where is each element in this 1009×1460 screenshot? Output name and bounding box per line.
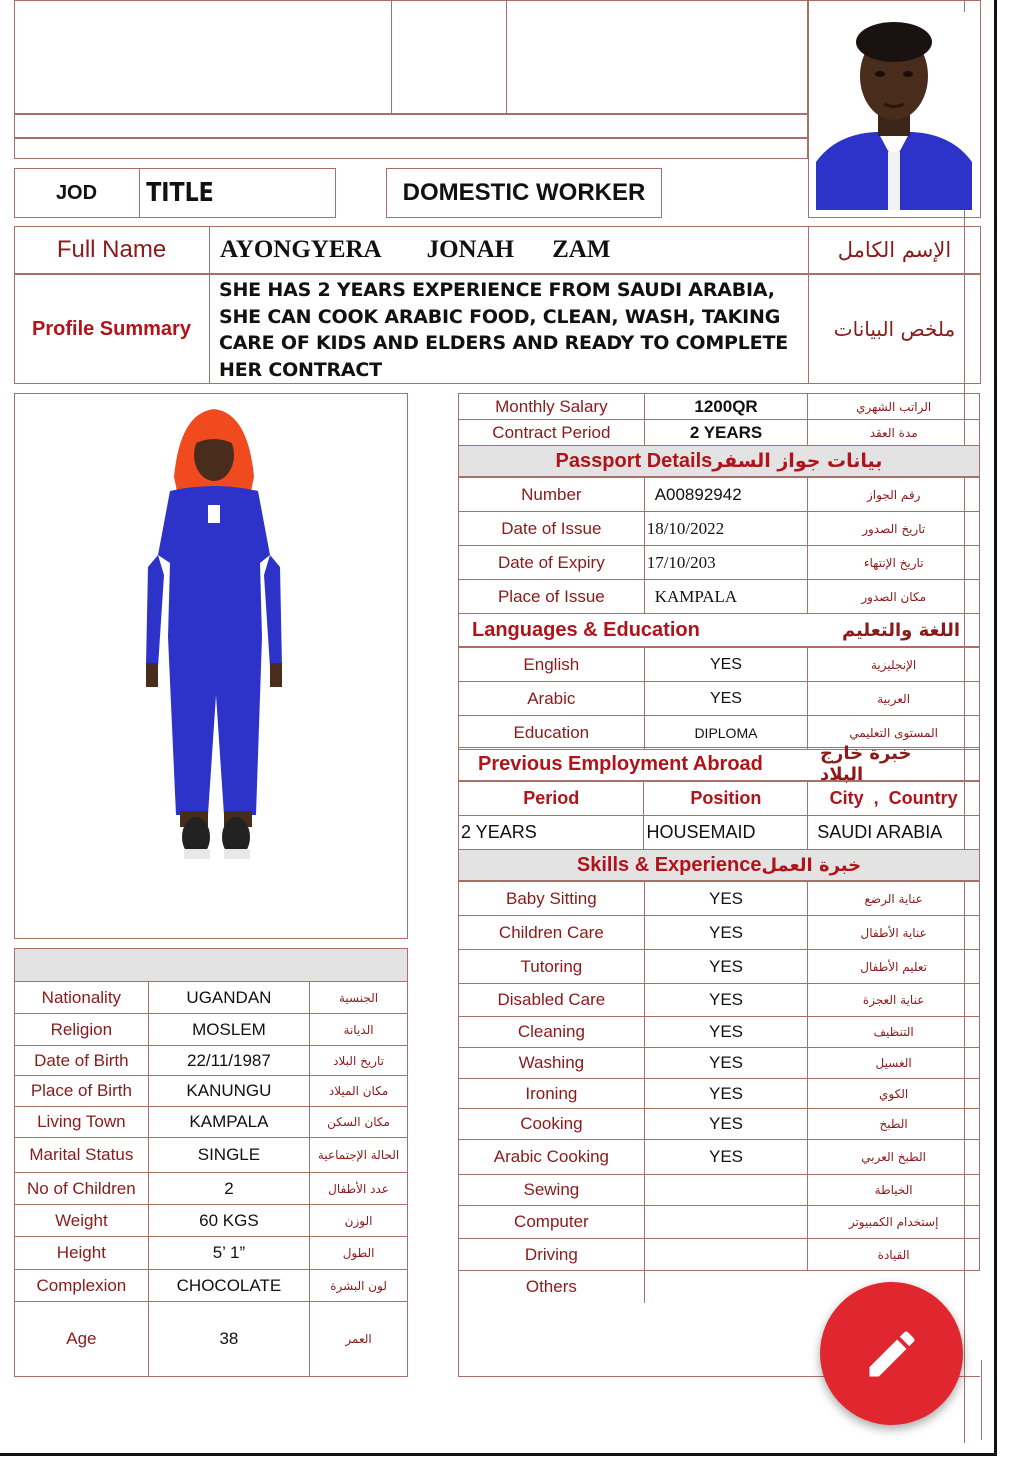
passport-row [459, 478, 980, 512]
skill-label: Arabic Cooking [459, 1140, 645, 1175]
personal-value: CHOCOLATE [148, 1270, 309, 1302]
skill-label: Driving [459, 1239, 645, 1271]
skill-value [644, 1239, 808, 1271]
language-value: YES [644, 682, 808, 716]
personal-label: Living Town [15, 1107, 149, 1138]
contract-row [459, 420, 980, 446]
language-value: DIPLOMA [644, 716, 808, 750]
personal-row [15, 1076, 408, 1107]
jod-divider [139, 168, 140, 218]
contract-value: 1200QR [644, 394, 808, 420]
skill-value: YES [644, 1079, 808, 1109]
personal-label-ar: مكان السكن [310, 1107, 408, 1138]
skills-table [458, 881, 980, 1303]
skill-row [459, 1048, 980, 1079]
passport-label: Date of Expiry [459, 546, 645, 580]
skill-value [644, 1271, 808, 1303]
passport-row [459, 580, 980, 614]
full-name-label: Full Name [56, 236, 167, 263]
skill-label: Children Care [459, 916, 645, 950]
skills-title-ar: خبرة العمل [761, 854, 862, 876]
last-name: ZAM [552, 236, 611, 263]
skill-value [644, 1175, 808, 1206]
contract-value: 2 YEARS [644, 420, 808, 446]
personal-value: UGANDAN [148, 982, 309, 1014]
skill-value: YES [644, 950, 808, 984]
contract-table [458, 393, 980, 446]
personal-row [15, 1237, 408, 1270]
contract-label-ar: الراتب الشهري [808, 394, 980, 420]
skill-row [459, 1017, 980, 1048]
personal-value: MOSLEM [148, 1014, 309, 1046]
personal-row [15, 1205, 408, 1237]
skill-label: Cooking [459, 1109, 645, 1140]
personal-value: 60 KGS [148, 1205, 309, 1237]
col-period: Period [459, 782, 644, 816]
passport-label-ar: رقم الجواز [808, 478, 980, 512]
personal-label: Nationality [15, 982, 149, 1014]
personal-label-ar: تاريخ البلاد [310, 1046, 408, 1076]
top-strip-1 [14, 114, 808, 138]
skill-label-ar: الغسيل [808, 1048, 980, 1079]
languages-title-ar: اللغة والتعليم [841, 619, 960, 641]
language-label-ar: الإنجليزية [808, 648, 980, 682]
personal-info-table [14, 981, 408, 1377]
employment-position: HOUSEMAID [644, 816, 808, 850]
top-divider-1 [391, 0, 392, 114]
personal-value: 2 [148, 1173, 309, 1205]
jod-label: JOD [55, 181, 98, 204]
pencil-icon [862, 1324, 922, 1384]
personal-row [15, 1302, 408, 1377]
passport-label: Place of Issue [459, 580, 645, 614]
personal-row [15, 1046, 408, 1076]
skill-label: Ironing [459, 1079, 645, 1109]
personal-value: 5’ 1” [148, 1237, 309, 1270]
skill-label: Washing [459, 1048, 645, 1079]
language-label-ar: العربية [808, 682, 980, 716]
contract-label-ar: مدة العقد [808, 420, 980, 446]
skill-label-ar: القيادة [808, 1239, 980, 1271]
top-strip-2 [14, 138, 808, 159]
skill-label-ar: إستخدام الكمبيوتر [808, 1206, 980, 1239]
skill-row [459, 950, 980, 984]
passport-table [458, 477, 980, 614]
personal-label-ar: الديانة [310, 1014, 408, 1046]
personal-label: Height [15, 1237, 149, 1270]
employment-table [458, 781, 980, 850]
passport-row [459, 546, 980, 580]
first-name: AYONGYERA [220, 236, 382, 263]
personal-label: Date of Birth [15, 1046, 149, 1076]
skill-label-ar: الخياطة [808, 1175, 980, 1206]
passport-label-ar: مكان الصدور [808, 580, 980, 614]
skill-label-ar: عناية الرضع [808, 882, 980, 916]
employment-location: SAUDI ARABIA [808, 816, 980, 850]
middle-name: JONAH [426, 236, 515, 263]
page-border-bottom [0, 1453, 997, 1456]
skill-label-ar: الطبخ [808, 1109, 980, 1140]
language-row [459, 648, 980, 682]
skill-value: YES [644, 1140, 808, 1175]
personal-label: Religion [15, 1014, 149, 1046]
language-label-ar: المستوى التعليمي [808, 716, 980, 750]
contract-label: Monthly Salary [459, 394, 645, 420]
profile-text: SHE HAS 2 YEARS EXPERIENCE FROM SAUDI ARABIA, SHE CAN COOK ARABIC FOOD, CLEAN, WASH, TAKING CARE OF KIDS AND ELDERS AND READY TO COMPLETE HER CONTRACT [219, 279, 788, 381]
personal-label: No of Children [15, 1173, 149, 1205]
personal-label: Marital Status [15, 1138, 149, 1173]
passport-value: 17/10/203 [644, 546, 808, 580]
passport-title-ar: بيانات جواز السفر [712, 450, 883, 472]
language-label: Arabic [459, 682, 645, 716]
skills-title-en: Skills & Experience [576, 853, 762, 876]
top-divider-2 [506, 0, 507, 114]
skill-label-ar: الطبخ العربي [808, 1140, 980, 1175]
skill-row [459, 984, 980, 1017]
personal-label: Weight [15, 1205, 149, 1237]
personal-label: Age [15, 1302, 149, 1377]
skill-value: YES [644, 1017, 808, 1048]
col-position: Position [644, 782, 808, 816]
skill-value: YES [644, 916, 808, 950]
personal-label-ar: لون البشرة [310, 1270, 408, 1302]
skill-row [459, 1079, 980, 1109]
passport-value: A00892942 [644, 478, 808, 512]
personal-header-box [14, 948, 408, 982]
personal-row [15, 1107, 408, 1138]
full-name-label-ar: الإسم الكامل [837, 238, 952, 262]
edit-fab-button[interactable] [820, 1282, 963, 1425]
title-label: TITLE [146, 178, 214, 208]
skill-row [459, 1239, 980, 1271]
skill-label: Others [459, 1271, 645, 1303]
skill-row [459, 882, 980, 916]
page-border-right [994, 0, 997, 1456]
personal-row [15, 1014, 408, 1046]
skill-row [459, 1175, 980, 1206]
col-city-country: City , Country [808, 782, 980, 816]
top-header-box [14, 0, 808, 114]
skill-value: YES [644, 1109, 808, 1140]
personal-value: SINGLE [148, 1138, 309, 1173]
personal-value: KANUNGU [148, 1076, 309, 1107]
language-label: English [459, 648, 645, 682]
skill-label: Computer [459, 1206, 645, 1239]
skill-label: Disabled Care [459, 984, 645, 1017]
full-name-value [220, 226, 610, 274]
contract-label: Contract Period [459, 420, 645, 446]
personal-row [15, 1173, 408, 1205]
skill-label-ar: الكوي [808, 1079, 980, 1109]
skill-label: Tutoring [459, 950, 645, 984]
personal-label-ar: الحالة الإجتماعية [310, 1138, 408, 1173]
profile-label: Profile Summary [32, 317, 191, 340]
passport-value: 18/10/2022 [644, 512, 808, 546]
passport-label: Number [459, 478, 645, 512]
personal-label-ar: العمر [310, 1302, 408, 1377]
passport-label: Date of Issue [459, 512, 645, 546]
employment-title-ar: خبرة خارج البلاد [820, 743, 912, 785]
employment-period: 2 YEARS [459, 816, 644, 850]
personal-value: KAMPALA [148, 1107, 309, 1138]
skill-label-ar: عناية الأطفال [808, 916, 980, 950]
skills-bottom-left [458, 1300, 459, 1377]
skill-row [459, 1109, 980, 1140]
skill-value: YES [644, 882, 808, 916]
margin-line-2 [981, 1360, 982, 1440]
personal-label: Place of Birth [15, 1076, 149, 1107]
skill-label: Cleaning [459, 1017, 645, 1048]
passport-label-ar: تاريخ الصدور [808, 512, 980, 546]
passport-title-en: Passport Details [555, 449, 713, 472]
skill-label-ar: التنظيف [808, 1017, 980, 1048]
skill-row [459, 1206, 980, 1239]
skills-title [458, 849, 980, 881]
personal-label-ar: الوزن [310, 1205, 408, 1237]
skill-label-ar: تعليم الأطفال [808, 950, 980, 984]
skill-label-ar: عناية العجزة [808, 984, 980, 1017]
language-label: Education [459, 716, 645, 750]
job-title: DOMESTIC WORKER [402, 179, 646, 206]
skill-row [459, 1140, 980, 1175]
skill-value: YES [644, 1048, 808, 1079]
languages-title: Languages & Education [472, 618, 700, 641]
personal-label-ar: مكان الميلاد [310, 1076, 408, 1107]
language-value: YES [644, 648, 808, 682]
profile-label-ar: ملخص البيانات [833, 317, 956, 341]
personal-value: 22/11/1987 [148, 1046, 309, 1076]
personal-label: Complexion [15, 1270, 149, 1302]
skill-label: Baby Sitting [459, 882, 645, 916]
employment-title: Previous Employment Abroad [478, 752, 763, 775]
passport-value: KAMPALA [644, 580, 808, 614]
skill-label: Sewing [459, 1175, 645, 1206]
skill-value [644, 1206, 808, 1239]
skill-row [459, 916, 980, 950]
full-body-photo [140, 405, 290, 880]
personal-label-ar: الجنسية [310, 982, 408, 1014]
passport-title [458, 445, 980, 477]
personal-value: 38 [148, 1302, 309, 1377]
personal-row [15, 1138, 408, 1173]
passport-label-ar: تاريخ الإنتهاء [808, 546, 980, 580]
passport-row [459, 512, 980, 546]
personal-row [15, 982, 408, 1014]
languages-table [458, 647, 980, 750]
personal-label-ar: عدد الأطفال [310, 1173, 408, 1205]
language-row [459, 682, 980, 716]
contract-row [459, 394, 980, 420]
skill-value: YES [644, 984, 808, 1017]
personal-row [15, 1270, 408, 1302]
personal-label-ar: الطول [310, 1237, 408, 1270]
portrait-photo [816, 12, 972, 210]
